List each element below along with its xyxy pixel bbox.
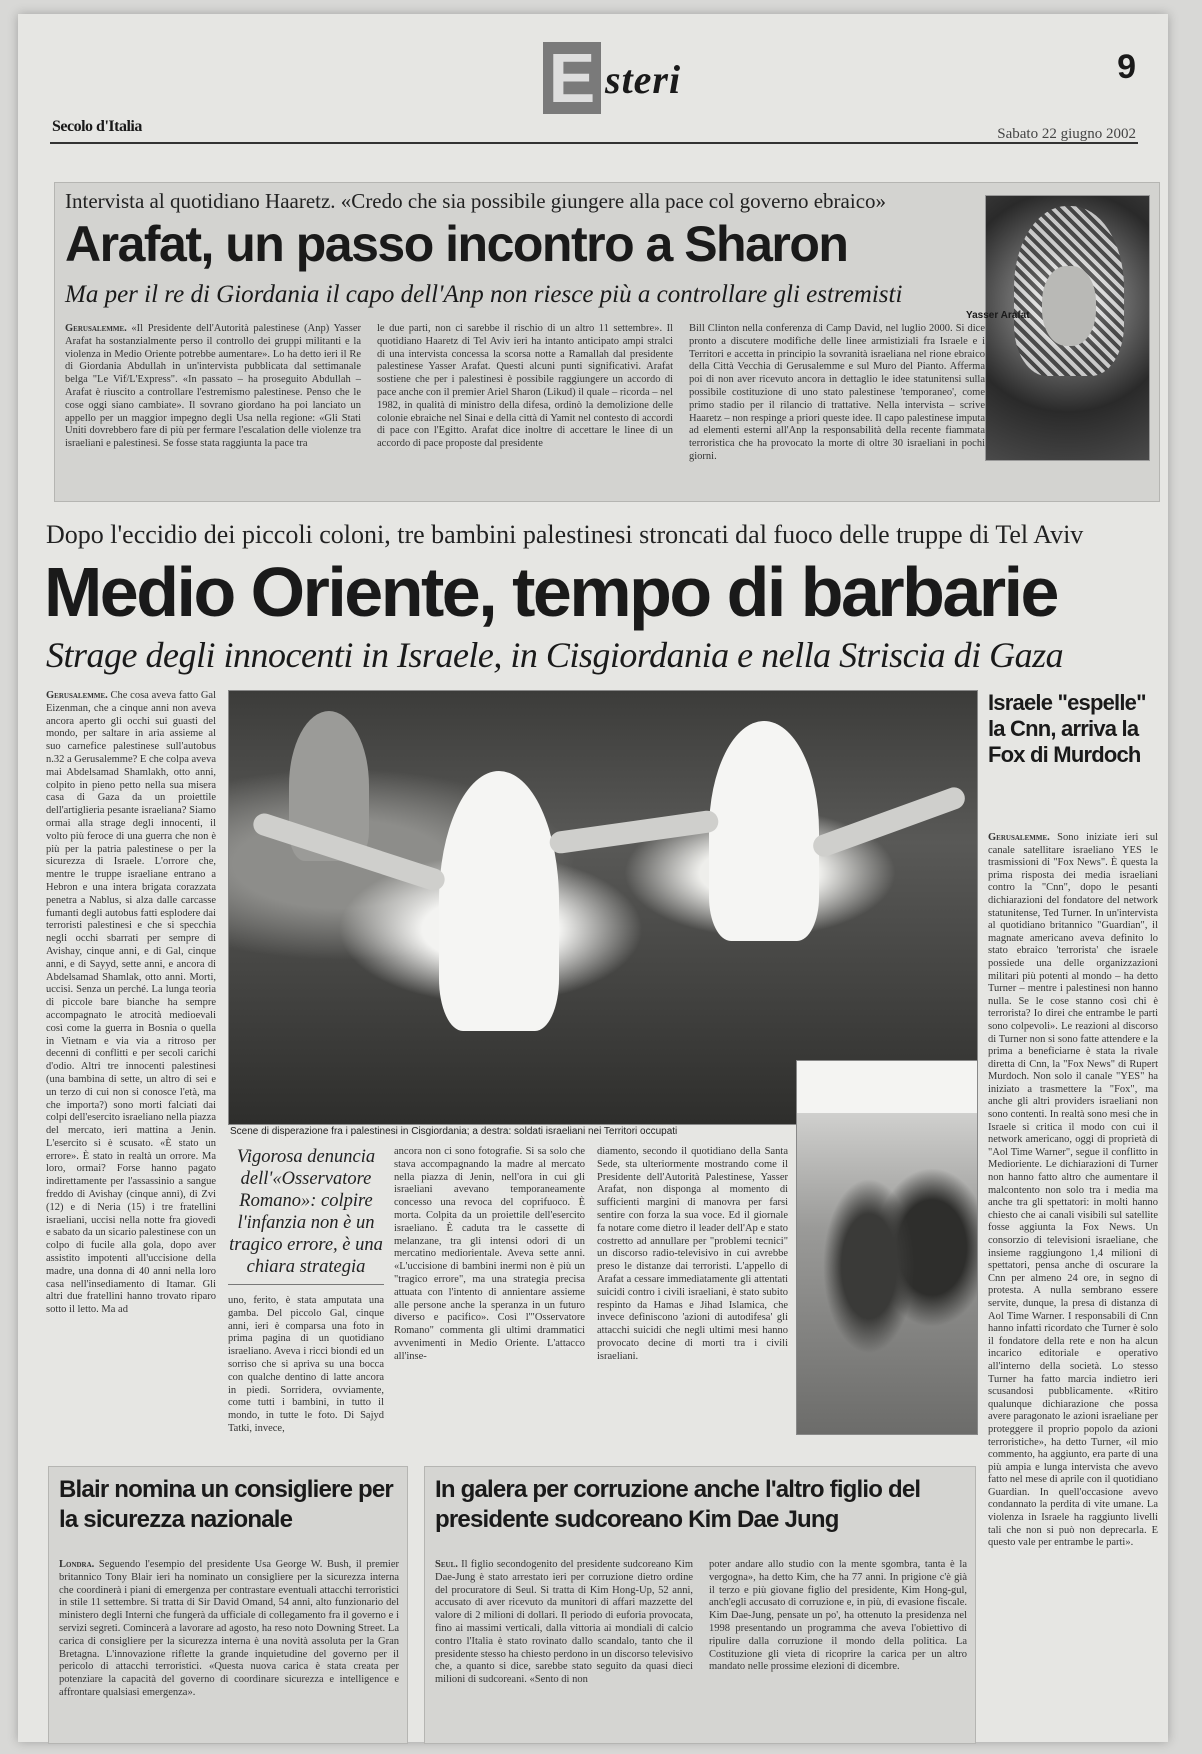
arafat-column-3 <box>689 323 985 493</box>
blair-body <box>59 1559 399 1739</box>
pull-quote-box <box>228 1146 384 1446</box>
blair-headline: Blair nomina un consigliere per la sicurezza nazionale <box>59 1476 393 1533</box>
column-text: Che cosa aveva fatto Gal Eizenman, che a cinque anni non aveva ancora aperto gli occhi sui guasti del mondo, per saltare in aria assieme al suo carnefice palestinese sull'autobus n.32 a Gerusalemme? E che colpa aveva mai Abdelsamad Shamlakh, otto anni, colpito in pieno petto nella sua misera casa di Gaza da un proiettile dell'artiglieria pesante israeliana? Siamo ormai alla strage degli innocenti, il volto più feroce di una guerra che non è più per la patria palestinese o per la sicurezza di Israele. L'orrore che, mentre le truppe israeliane entrano a Hebron e una intera brigata corazzata penetra a Nablus, si alza dalle carcasse fumanti degli autobus fatti esplodere dai terroristi palestinesi e che si specchia negli occhi sbarrati per sempre di Avishay, cinque anni, e di Gal, cinque anni, e di Sayyd, sette anni, e ancora di Abdelsamad Shamlak, otto anni. Morti, uccisi. Senza un perché. La lunga teoria di piccole bare bianche ha sempre accompagnato le atrocità medioevali così come la guerra in Bosnia o quella in Vietnam e via via a ritroso per decenni di conflitti e per secoli carichi d'odio. Altri tre innocenti palestinesi (una bambina di sette, un altro di sei e un terzo di cui non si conosce l'età, ma che importa?) sono morti falciati dai colpi dell'esercito israeliano nella piazza del mercato, ieri mattina a Jenin. L'esercito si è scusato. «È stato un errore». È stato in realtà un orrore. Ma loro, ormai? Forse hanno pagato indirettamente per l'assassinio a sangue freddo di Avishay (cinque anni), di Zvi (12) e di Neria (15) i tre fratellini israeliani, uccisi nella notte fra giovedì e sabato da un sicario palestinese con un colpo di fucile alla gola, dopo aver assistito impotenti all'uccisione della madre, una donna di 40 anni nella loro casa nell'insediamento di Itamar. Gli altri due fratellini hanno trovato riparo sotto il letto. Ma ad <box>46 690 216 1316</box>
korea-column-2 <box>709 1559 967 1739</box>
dateline-place: Gerusalemme. <box>988 832 1050 843</box>
newspaper-page <box>18 14 1168 1742</box>
arm-shape <box>548 809 719 854</box>
pull-quote-rule <box>228 1284 384 1285</box>
blair-article <box>48 1466 408 1744</box>
main-column-3: diamento, secondo il quotidiano della Santa Sede, sta ulteriormente mostrando come il Presidente dell'Autorità Palestinese, Yasser Arafat, non disponga al momento di sufficienti margini di manovra per farsi sentire con forza la sua voce. Ed il giornale fa notare come dietro il leader dell'Ap e stato costretto ad annullare per "problemi tecnici" un discorso radio-televisivo in cui avrebbe preso le distanze dai terroristi. L'appello di Arafat a cessare immediatamente gli attentati suicidi contro i civili israeliani, è stato subito respinto da Hamas e Jihad Islamica, che invece definiscono 'azioni di autodifesa' gli attacchi suicidi che negli ultimi mesi hanno provocato decine di morti tra i civili israeliani. <box>597 1146 788 1362</box>
korea-article <box>424 1466 976 1744</box>
section-initial: E <box>543 42 601 114</box>
arafat-photo <box>985 195 1150 461</box>
korea-headline: In galera per corruzione anche l'altro figlio del presidente sudcoreano Kim Dae Jung <box>435 1476 921 1533</box>
column-text: Bill Clinton nella conferenza di Camp David, nel luglio 2000. Si dice pronto a discutere modifiche delle linee armistiziali fra Israele e i Territori e accetta in principio la sovranità israeliana nel rione ebraico della Città Vecchia di Gerusalemme e sul Muro del Pianto. Afferma poi di non aver ricevuto ancora in dettaglio le idee statunitensi sulla possibile costituzione di uno stato palestinese 'temporaneo', come primo stadio per il rilancio di trattative. Nella intervista – scrive Haaretz – non respinge a priori queste idee. Il capo palestinese imputa ad elementi esterni all'Anp la responsabilità della recente fiammata terroristica che ha provocato la morte di oltre 30 israeliani in pochi giorni. <box>689 323 985 462</box>
issue-date: Sabato 22 giugno 2002 <box>997 126 1136 142</box>
arafat-headline: Arafat, un passo incontro a Sharon <box>65 216 848 272</box>
arafat-column-2 <box>377 323 673 493</box>
column-text: Il figlio secondogenito del presidente sudcoreano Kim Dae-Jung è stato arrestato ieri per corruzione dietro ordine del procuratore di Seul. Si tratta di Kim Hong-Up, 52 anni, accusato di aver ricevuto da munitori di affari mazzette del valore di 2 milioni di dollari. Il periodo di euforia provocata, fino ai massimi verticali, dalla vittoria ai mondiali di calcio contro l'Italia è stato rovinato dallo scandalo, tanto che il presidente stesso ha chiesto perdono in un discorso televisivo che, a quanto si dice, sarebbe stato seguito da quasi dieci milioni di sudcoreani. «Sento di non <box>435 1559 693 1686</box>
main-headline: Medio Oriente, tempo di barbarie <box>44 553 1057 631</box>
arafat-body <box>65 323 985 493</box>
main-column-2: ancora non ci sono fotografie. Si sa solo che stava accompagnando la madre al mercato nella piazza di Jenin, nell'ora in cui gli israeliani avevano temporaneamente concesso una revoca del coprifuoco. È morta. Colpita da un proiettile dell'esercito israeliano. È caduta tra le cassette di melanzane, tra gli intensi odori di un mercatino mediorientale. Aveva sette anni. «L'uccisione di bambini inermi non è più un "tragico errore", ma una strategia precisa attuata con l'intento di annientare assieme alle persone anche la speranza in un futuro diverso e pacifico». Così l'"Osservatore Romano" commenta gli ultimi drammatici avvenimenti in Medio Oriente. L'attacco all'inse- <box>394 1146 585 1362</box>
arafat-article <box>54 182 1160 502</box>
column-text: Seguendo l'esempio del presidente Usa George W. Bush, il premier britannico Tony Blair ieri ha nominato un consigliere per la sicurezza interna che coordinerà i piani di emergenza per contrastare eventuali attacchi terroristici in stile 11 settembre. Si tratta di Sir David Omand, 54 anni, alto funzionario del ministero degli Interni che fungerà da ufficiale di collegamento fra il governo e i servizi segreti. Comincerà a lavorare ad agosto, ha reso noto Downing Street. La carica di consigliere per la sicurezza interna è una novità assoluta per la Gran Bretagna. L'innovazione riflette la grande inquietudine del governo per il pericolo di attacchi terroristici. «Questa nuova carica è stata creata per potenziare la capacità del governo di coordinare sicurezza e intelligence e affrontare qualsiasi emergenza». <box>59 1559 399 1698</box>
section-name: steri <box>605 57 682 102</box>
dateline-place: Gerusalemme. <box>46 690 108 701</box>
face-shape <box>1042 266 1096 346</box>
arafat-subheadline: Ma per il re di Giordania il capo dell'Anp non riesce più a controllare gli estremisti <box>65 281 903 308</box>
dateline-place: Londra. <box>59 1559 95 1570</box>
column-text: «Il Presidente dell'Autorità palestinese (Anp) Yasser Arafat ha sostanzialmente perso il controllo dei gruppi militanti e la violenza in Medio Oriente potrebbe aumentare». Lo ha detto ieri il Re di Giordania Abdullah in un'intervista pubblicata dal settimanale belga "Le Vif/L'Express". «In passato – ha proseguito Abdullah – Arafat è riuscito a controllare l'estremismo palestinese. Penso che le cose oggi siano cambiate». Il sovrano giordano ha poi lanciato un appello per un maggior impegno degli Usa nella regione: «Gli Stati Uniti dovrebbero fare di più per fermare l'escalation delle violenze tra israeliani e palestinesi. Se fosse stata raggiunta la pace tra <box>65 323 361 450</box>
woman-figure <box>709 721 819 941</box>
column-text: Sono iniziate ieri sul canale satellitare israeliano YES le trasmissioni di "Fox News". È questa la prima risposta dei media israeliani contro la "Cnn", dopo le pesanti dichiarazioni del fondatore del network statunitense, Ted Turner. In un'intervista al quotidiano britannico "Guardian", il magnate americano aveva definito lo stato ebraico 'terrorista' che israele possiede una delle organizzazioni militari più potenti al mondo – ha detto Turner – mentre i palestinesi non hanno nulla. Se le cose stanno così chi è terrorista? Io direi che entrambe le parti sono colpevoli». Le reazioni al discorso di Turner non si sono fatte attendere e la prima a beneficiarne è stata la rivale diretta di Cnn, la "Fox News" di Rupert Murdoch. Non solo il canale "YES" ha iniziato a trasmettere la "Fox", ma anche gli altri providers israeliani non sono contenti. In realtà sono mesi che in Israele si critica il modo con cui il network americano, oggi di proprietà di "Aol Time Warner", segue il conflitto in Medioriente. Le dichiarazioni di Turner non hanno fatto altro che aumentare il malcontento non solo tra i media ma anche tra gli spettatori: in molti hanno chiesto che ai canali visibili sul satellite fosse aggiunta la Fox News. Un consorzio di televisioni israeliane, che insieme raggiungono 1,4 milioni di spettatori, pensa anche di oscurare la Cnn per almeno 24 ore, in segno di protesta. A nulla sembrano essere servite, dunque, la presa di distanza di Aol Time Warner. I responsabili di Cnn hanno infatti ricordato che Turner è solo il fondatore della rete e non ha alcun incarico editoriale e operativo all'interno della società. Lo stesso Turner ha fatto marcia indietro ieri scusandosi pubblicamente. «Ritiro qualunque dichiarazione che possa avere paragonato le azioni israeliane per proteggere il proprio popolo da azioni terroristiche», ha detto Turner, «il mio commento, ha aggiunto, era parte di una più ampia e lunga intervista che avevo fatto nel mese di aprile con il quotidiano Guardian. In quell'occasione avevo condannato la perdita di vite umane. La violenza in Israele ha raggiunto livelli tali che non si può non deprecarla. E questo vale per entrambe le parti». <box>988 832 1158 1549</box>
column-text: poter andare allo studio con la mente sgombra, tanta è la vergogna», ha detto Kim, che ha 77 anni. In prigione c'è già il terzo e più giovane figlio del presidente, Kim Hong-gul, anch'egli accusato di corruzione e, in più, di evasione fiscale. Kim Dae-Jung, pensate un po', ha ottenuto la presidenza nel 1998 presentando un programma che aveva l'obiettivo di ripulire dalla corruzione il mondo della politica. La Costituzione gli vieta di ricoprire la carica per un altro mandato nelle prossime elezioni di dicembre. <box>709 1559 967 1673</box>
main-left-column <box>46 690 216 1440</box>
korea-column-1 <box>435 1559 693 1739</box>
header-rule <box>50 142 1138 144</box>
dateline-place: Seul. <box>435 1559 458 1570</box>
cnn-headline: Israele "espelle" la Cnn, arriva la Fox di Murdoch <box>988 690 1146 767</box>
pull-quote: Vigorosa denuncia dell'«Osservatore Romano»: colpire l'infanzia non è un tragico errore, è una chiara strategia <box>229 1147 383 1277</box>
pre-quote-text: uno, ferito, è stata amputata una gamba. Del piccolo Gal, cinque anni, ieri è comparsa una foto in prima pagina di un quotidiano israeliano. Aveva i ricci biondi ed un sorriso che si apriva su una bocca con qualche dentino di latte ancora in piedi. Sorridera, ovviamente, come tutti i bambini, in tutto il mondo, in tutte le foto. Di Sajyd Tatki, invece, <box>228 1295 384 1434</box>
page-number: 9 <box>1117 48 1136 86</box>
arafat-column-1 <box>65 323 361 493</box>
dateline-place: Gerusalemme. <box>65 323 127 334</box>
cnn-body <box>988 832 1158 1732</box>
arafat-kicker: Intervista al quotidiano Haaretz. «Credo che sia possibile giungere alla pace col governo ebraico» <box>65 189 887 213</box>
section-title <box>543 39 763 117</box>
main-subheadline: Strage degli innocenti in Israele, in Cisgiordania e nella Striscia di Gaza <box>46 635 1064 675</box>
masthead-logo: Secolo d'Italia <box>52 118 142 135</box>
main-photo-caption: Scene di disperazione fra i palestinesi in Cisgiordania; a destra: soldati israeliani nei Territori occupati <box>230 1126 678 1137</box>
soldiers-photo <box>796 1060 978 1435</box>
woman-figure <box>439 771 559 1031</box>
korea-body <box>435 1559 967 1739</box>
arm-shape <box>810 784 968 859</box>
column-text: le due parti, non ci sarebbe il rischio di un altro 11 settembre». Il quotidiano Haaretz di Tel Aviv ieri ha intanto anticipato ampi stralci di una intervista concessa la scorsa notte a Ramallah dal presidente palestinese Yasser Arafat. Questi alcuni punti significativi. Arafat sostiene che per i palestinesi è possibile raggiungere un accordo di pace anche con il premier Ariel Sharon (Likud) il quale – ricorda – nel 1982, in qualità di ministro della difesa, ordinò la demolizione delle colonie ebraiche nel Sinai e della città di Yamit nel contesto di accordi di pace con l'Egitto. Arafat dice inoltre di accettare le linee di un accordo di pace proposte dal presidente <box>377 323 673 450</box>
main-mid-columns <box>394 1146 788 1446</box>
main-kicker: Dopo l'eccidio dei piccoli coloni, tre bambini palestinesi stroncati dal fuoco delle truppe di Tel Aviv <box>46 520 1084 549</box>
arafat-photo-caption: Yasser Arafat <box>966 310 1030 321</box>
